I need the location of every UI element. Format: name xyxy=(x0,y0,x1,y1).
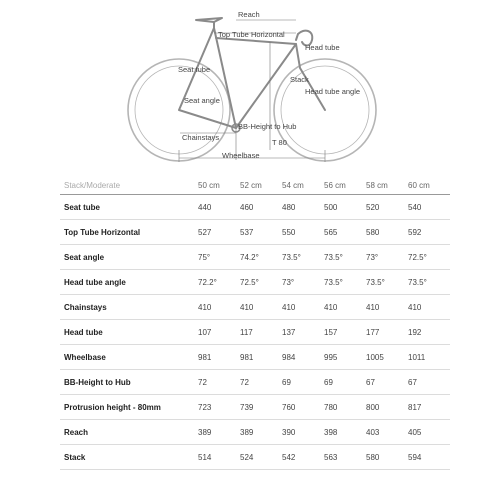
table-cell: 72.2° xyxy=(198,270,240,295)
row-label: Head tube angle xyxy=(60,270,198,295)
table-cell: 542 xyxy=(282,445,324,470)
table-cell: 410 xyxy=(366,295,408,320)
label-stack: Stack xyxy=(290,75,309,84)
table-row xyxy=(60,320,450,345)
saddle xyxy=(196,18,222,22)
table-cell: 984 xyxy=(282,345,324,370)
size-header: 54 cm xyxy=(282,176,324,195)
table-cell: 540 xyxy=(408,195,450,220)
table-cell: 74.2° xyxy=(240,245,282,270)
row-label: Head tube xyxy=(60,320,198,345)
table-cell: 73.5° xyxy=(282,245,324,270)
table-cell: 75° xyxy=(198,245,240,270)
size-header: 58 cm xyxy=(366,176,408,195)
table-cell: 594 xyxy=(408,445,450,470)
table-cell: 410 xyxy=(282,295,324,320)
table-row xyxy=(60,195,450,220)
label-head-tube-angle: Head tube angle xyxy=(305,87,361,96)
table-row xyxy=(60,370,450,395)
size-header: 52 cm xyxy=(240,176,282,195)
table-header-row xyxy=(60,176,450,195)
table-cell: 137 xyxy=(282,320,324,345)
table-cell: 580 xyxy=(366,445,408,470)
table-row xyxy=(60,295,450,320)
table-cell: 565 xyxy=(324,220,366,245)
table-cell: 527 xyxy=(198,220,240,245)
table-cell: 390 xyxy=(282,420,324,445)
table-cell: 817 xyxy=(408,395,450,420)
label-top-tube-horizontal: Top Tube Horizontal xyxy=(218,30,285,39)
table-row xyxy=(60,345,450,370)
row-label: Top Tube Horizontal xyxy=(60,220,198,245)
table-row xyxy=(60,445,450,470)
table-cell: 67 xyxy=(366,370,408,395)
table-cell: 537 xyxy=(240,220,282,245)
table-cell: 157 xyxy=(324,320,366,345)
table-cell: 981 xyxy=(240,345,282,370)
table-cell: 480 xyxy=(282,195,324,220)
table-cell: 440 xyxy=(198,195,240,220)
table-cell: 800 xyxy=(366,395,408,420)
table-row xyxy=(60,270,450,295)
size-header: 50 cm xyxy=(198,176,240,195)
table-cell: 723 xyxy=(198,395,240,420)
stack-moderate-label: Stack/Moderate xyxy=(60,176,198,195)
table-cell: 72.5° xyxy=(408,245,450,270)
size-header: 56 cm xyxy=(324,176,366,195)
table-cell: 72 xyxy=(240,370,282,395)
geometry-table xyxy=(60,176,450,470)
table-cell: 500 xyxy=(324,195,366,220)
row-label: BB-Height to Hub xyxy=(60,370,198,395)
table-row xyxy=(60,220,450,245)
row-label: Chainstays xyxy=(60,295,198,320)
table-cell: 72 xyxy=(198,370,240,395)
label-seat-tube: Seat tube xyxy=(178,65,211,74)
table-cell: 410 xyxy=(240,295,282,320)
table-cell: 760 xyxy=(282,395,324,420)
table-cell: 1011 xyxy=(408,345,450,370)
row-label: Seat tube xyxy=(60,195,198,220)
table-cell: 514 xyxy=(198,445,240,470)
geometry-table-body xyxy=(60,195,450,470)
row-label: Protrusion height - 80mm xyxy=(60,395,198,420)
label-t80: T 80 xyxy=(272,138,287,147)
label-head-tube: Head tube xyxy=(305,43,340,52)
table-row xyxy=(60,245,450,270)
row-label: Wheelbase xyxy=(60,345,198,370)
table-cell: 580 xyxy=(366,220,408,245)
table-cell: 73.5° xyxy=(324,270,366,295)
table-cell: 192 xyxy=(408,320,450,345)
size-header: 60 cm xyxy=(408,176,450,195)
table-cell: 520 xyxy=(366,195,408,220)
table-cell: 995 xyxy=(324,345,366,370)
table-cell: 524 xyxy=(240,445,282,470)
table-cell: 389 xyxy=(198,420,240,445)
table-cell: 563 xyxy=(324,445,366,470)
row-label: Reach xyxy=(60,420,198,445)
table-cell: 67 xyxy=(408,370,450,395)
table-cell: 69 xyxy=(324,370,366,395)
table-cell: 73° xyxy=(282,270,324,295)
table-cell: 117 xyxy=(240,320,282,345)
table-cell: 398 xyxy=(324,420,366,445)
table-cell: 73° xyxy=(366,245,408,270)
table-cell: 389 xyxy=(240,420,282,445)
table-cell: 1005 xyxy=(366,345,408,370)
table-cell: 72.5° xyxy=(240,270,282,295)
table-row xyxy=(60,420,450,445)
label-wheelbase: Wheelbase xyxy=(222,151,260,160)
table-cell: 73.5° xyxy=(408,270,450,295)
table-cell: 410 xyxy=(408,295,450,320)
table-cell: 405 xyxy=(408,420,450,445)
label-bb-height-to-hub: BB-Height to Hub xyxy=(238,122,297,131)
table-cell: 780 xyxy=(324,395,366,420)
table-cell: 410 xyxy=(324,295,366,320)
table-cell: 73.5° xyxy=(324,245,366,270)
label-seat-angle: Seat angle xyxy=(184,96,220,105)
table-cell: 739 xyxy=(240,395,282,420)
table-cell: 403 xyxy=(366,420,408,445)
label-chainstays: Chainstays xyxy=(182,133,220,142)
label-reach: Reach xyxy=(238,10,260,19)
row-label: Seat angle xyxy=(60,245,198,270)
table-cell: 981 xyxy=(198,345,240,370)
bike-geometry-diagram xyxy=(0,0,500,170)
table-cell: 592 xyxy=(408,220,450,245)
table-cell: 550 xyxy=(282,220,324,245)
table-cell: 177 xyxy=(366,320,408,345)
table-cell: 69 xyxy=(282,370,324,395)
table-cell: 410 xyxy=(198,295,240,320)
frame xyxy=(179,28,236,128)
table-cell: 460 xyxy=(240,195,282,220)
table-cell: 73.5° xyxy=(366,270,408,295)
row-label: Stack xyxy=(60,445,198,470)
table-cell: 107 xyxy=(198,320,240,345)
table-row xyxy=(60,395,450,420)
